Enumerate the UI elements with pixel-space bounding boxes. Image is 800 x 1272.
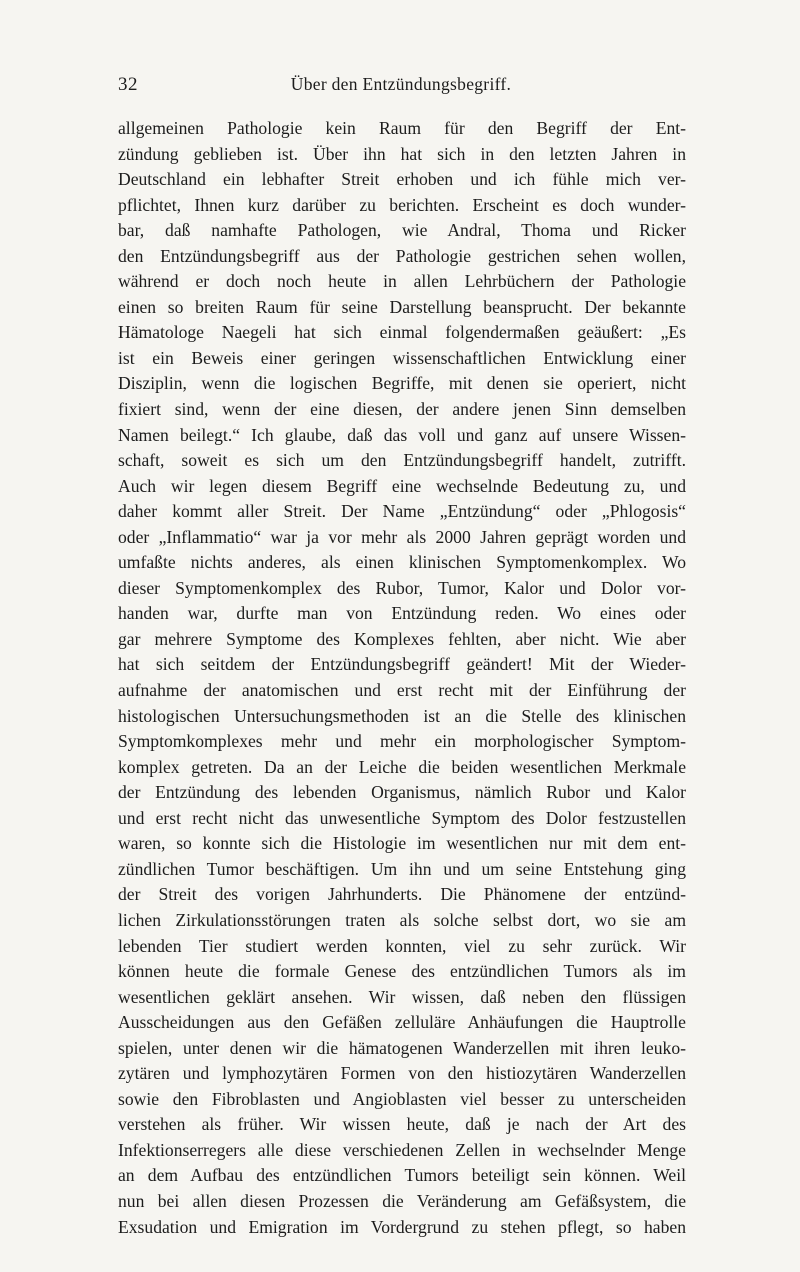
running-head	[118, 74, 684, 100]
text-line: Symptomkomplexes mehr und mehr ein morphologischer Symptom-	[118, 731, 686, 752]
text-line: ist ein Beweis einer geringen wissenschaftlichen Entwicklung einer	[118, 347, 686, 368]
text-line: Disziplin, wenn die logischen Begriffe, mit denen sie operiert, nicht	[118, 373, 686, 394]
text-line: spielen, unter denen wir die hämatogenen Wanderzellen mit ihren leuko-	[118, 1037, 686, 1058]
body-text	[118, 116, 686, 1240]
text-line: handen war, durfte man von Entzündung reden. Wo eines oder	[118, 603, 686, 624]
text-line: der Entzündung des lebenden Organismus, nämlich Rubor und Kalor	[118, 782, 686, 803]
text-line: und erst recht nicht das unwesentliche Symptom des Dolor festzustellen	[118, 807, 686, 828]
text-line: sowie den Fibroblasten und Angioblasten viel besser zu unterscheiden	[118, 1088, 686, 1109]
page-number: 32	[118, 74, 138, 95]
text-line: Namen beilegt.“ Ich glaube, daß das voll und ganz auf unsere Wissen-	[118, 424, 686, 445]
text-line: zündlichen Tumor beschäftigen. Um ihn und um seine Entstehung ging	[118, 858, 686, 879]
text-line: Hämatologe Naegeli hat sich einmal folgendermaßen geäußert: „Es	[118, 322, 686, 343]
text-line: hat sich seitdem der Entzündungsbegriff geändert! Mit der Wieder-	[118, 654, 686, 675]
text-line: umfaßte nichts anderes, als einen klinischen Symptomenkomplex. Wo	[118, 552, 686, 573]
text-line: pflichtet, Ihnen kurz darüber zu berichten. Erscheint es doch wunder-	[118, 194, 686, 215]
text-line: daher kommt aller Streit. Der Name „Entzündung“ oder „Phlogosis“	[118, 501, 686, 522]
text-line: Exsudation und Emigration im Vordergrund zu stehen pflegt, so haben	[118, 1216, 686, 1237]
text-line: komplex getreten. Da an der Leiche die beiden wesentlichen Merkmale	[118, 756, 686, 777]
text-line: lichen Zirkulationsstörungen traten als solche selbst dort, wo sie am	[118, 909, 686, 930]
running-title: Über den Entzündungsbegriff.	[290, 74, 512, 94]
text-line: bar, daß namhafte Pathologen, wie Andral, Thoma und Ricker	[118, 220, 686, 241]
text-line: zündung geblieben ist. Über ihn hat sich in den letzten Jahren in	[118, 143, 686, 164]
text-line: während er doch noch heute in allen Lehrbüchern der Pathologie	[118, 271, 686, 292]
text-line: Ausscheidungen aus den Gefäßen zelluläre Anhäufungen die Hauptrolle	[118, 1012, 686, 1033]
text-line: können heute die formale Genese des entzündlichen Tumors als im	[118, 961, 686, 982]
text-line: verstehen als früher. Wir wissen heute, daß je nach der Art des	[118, 1114, 686, 1135]
text-line: nun bei allen diesen Prozessen die Veränderung am Gefäßsystem, die	[118, 1190, 686, 1211]
text-line: allgemeinen Pathologie kein Raum für den Begriff der Ent-	[118, 118, 686, 138]
text-line: dieser Symptomenkomplex des Rubor, Tumor, Kalor und Dolor vor-	[118, 577, 686, 598]
text-line: histologischen Untersuchungsmethoden ist an die Stelle des klinischen	[118, 705, 686, 726]
text-line: an dem Aufbau des entzündlichen Tumors beteiligt sein können. Weil	[118, 1165, 686, 1186]
text-line: lebenden Tier studiert werden konnten, viel zu sehr zurück. Wir	[118, 935, 686, 956]
text-line: der Streit des vorigen Jahrhunderts. Die Phänomene der entzünd-	[118, 884, 686, 905]
text-line: Auch wir legen diesem Begriff eine wechselnde Bedeutung zu, und	[118, 475, 686, 496]
text-line: waren, so konnte sich die Histologie im wesentlichen nur mit dem ent-	[118, 833, 686, 854]
text-line: schaft, soweit es sich um den Entzündungsbegriff handelt, zutrifft.	[118, 450, 686, 471]
text-line: den Entzündungsbegriff aus der Pathologie gestrichen sehen wollen,	[118, 245, 686, 266]
text-line: zytären und lymphozytären Formen von den histiozytären Wanderzellen	[118, 1063, 686, 1084]
text-line: oder „Inflammatio“ war ja vor mehr als 2000 Jahren geprägt worden und	[118, 526, 686, 547]
text-line: Infektionserregers alle diese verschiedenen Zellen in wechselnder Menge	[118, 1139, 686, 1160]
text-line: fixiert sind, wenn der eine diesen, der andere jenen Sinn demselben	[118, 399, 686, 420]
text-line: einen so breiten Raum für seine Darstellung beansprucht. Der bekannte	[118, 296, 686, 317]
text-line: Deutschland ein lebhafter Streit erhoben und ich fühle mich ver-	[118, 169, 686, 190]
text-line: aufnahme der anatomischen und erst recht mit der Einführung der	[118, 680, 686, 701]
text-line: wesentlichen geklärt ansehen. Wir wissen, daß neben den flüssigen	[118, 986, 686, 1007]
text-line: gar mehrere Symptome des Komplexes fehlten, aber nicht. Wie aber	[118, 628, 686, 649]
